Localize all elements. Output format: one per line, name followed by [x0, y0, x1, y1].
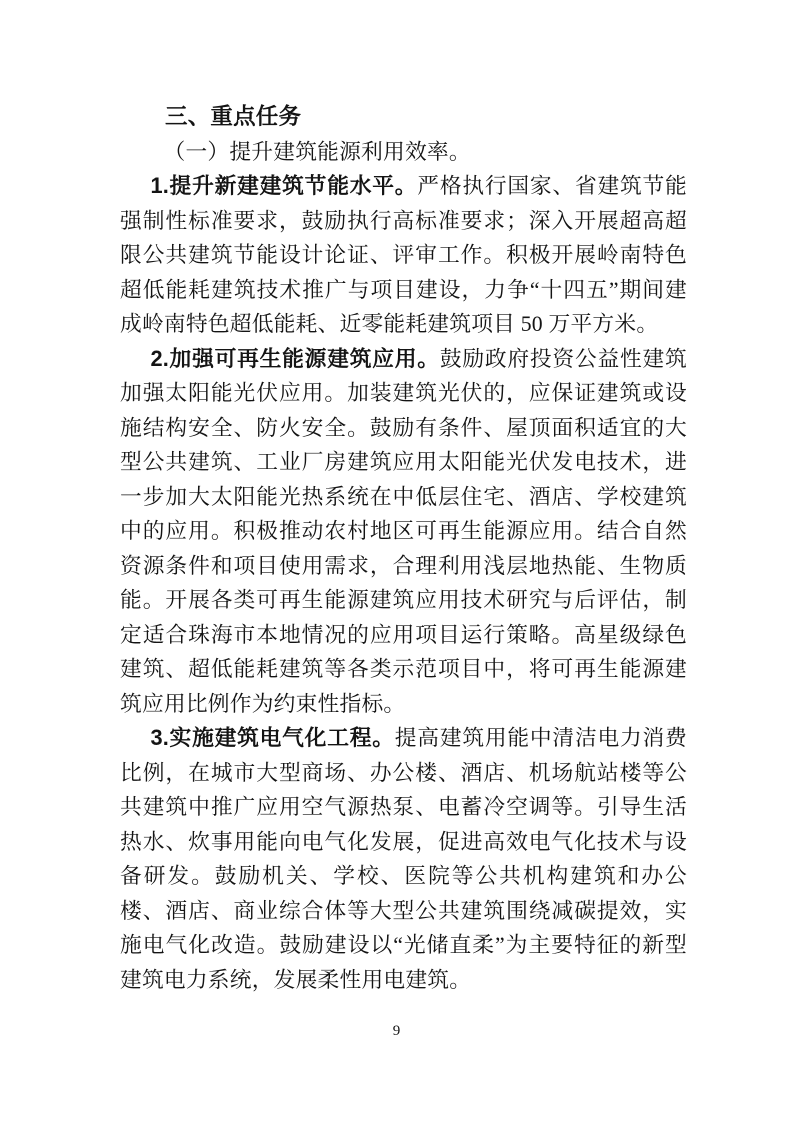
page-number: 9 — [392, 1023, 401, 1039]
paragraph-1-lead: 1.提升新建建筑节能水平。 — [150, 173, 418, 198]
paragraph-3 — [120, 721, 687, 997]
paragraph-2-lead: 2.加强可再生能源建筑应用。 — [150, 345, 440, 371]
document-content — [120, 100, 687, 997]
subsection-heading: （一）提升建筑能源利用效率。 — [163, 139, 471, 164]
paragraph-2-body: 鼓励政府投资公益性建筑加强太阳能光伏应用。加装建筑光伏的，应保证建筑或设施结构安全、防火安全。鼓励有条件、屋顶面积适宜的大型公共建筑、工业厂房建筑应用太阳能光伏发电技术，进一步加大太阳能光热系统在中低层住宅、酒店、学校建筑中的应用。积极推动农村地区可再生能源应用。结合自然资源条件和项目使用需求，合理利用浅层地热能、生物质能。开展各类可再生能源建筑应用技术研究与后评估，制定适合珠海市本地情况的应用项目运行策略。高星级绿色建筑、超低能耗建筑等各类示范项目中，将可再生能源建筑应用比例作为约束性指标。 — [120, 346, 687, 716]
paragraph-1-body: 严格执行国家、省建筑节能强制性标准要求，鼓励执行高标准要求；深入开展超高超限公共建筑节能设计论证、评审工作。积极开展岭南特色超低能耗建筑技术推广与项目建设，力争“十四五”期间建成岭南特色超低能耗、近零能耗建筑项目 50 万平方米。 — [120, 174, 687, 336]
paragraph-3-lead: 3.实施建筑电气化工程。 — [150, 725, 395, 750]
paragraph-2 — [120, 342, 687, 722]
section-heading: 三、重点任务 — [165, 104, 302, 129]
paragraph-1 — [120, 169, 687, 342]
paragraph-3-body: 提高建筑用能中清洁电力消费比例，在城市大型商场、办公楼、酒店、机场航站楼等公共建筑中推广应用空气源热泵、电蓄冷空调等。引导生活热水、炊事用能向电气化发展，促进高效电气化技术与设备研发。鼓励机关、学校、医院等公共机构建筑和办公楼、酒店、商业综合体等大型公共建筑围绕减碳提效，实施电气化改造。鼓励建设以“光储直柔”为主要特征的新型建筑电力系统，发展柔性用电建筑。 — [120, 726, 687, 992]
